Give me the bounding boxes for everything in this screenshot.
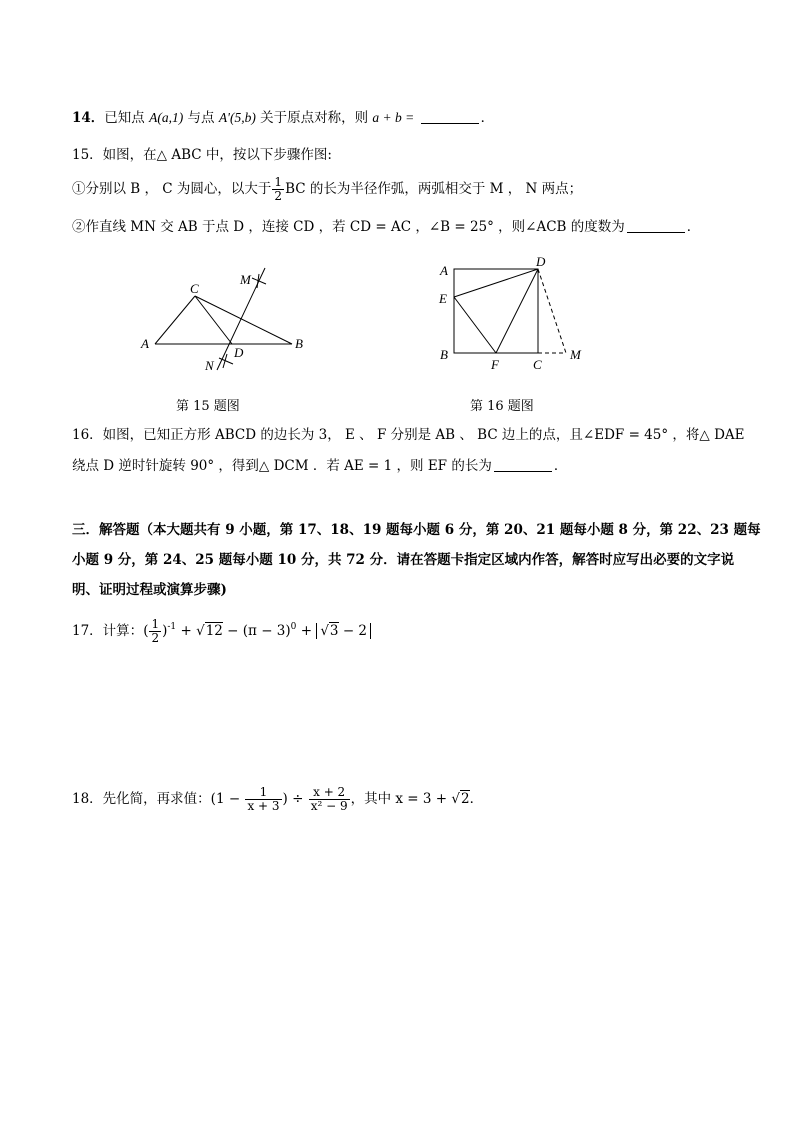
q14-expression: a + b =: [372, 110, 415, 125]
q15-line2-post: BC 的长为半径作弧，两弧相交于 M ， N 两点；: [285, 181, 583, 197]
q17-exp0: 0: [290, 622, 297, 632]
q17-frac-den: 2: [151, 631, 160, 645]
q15-answer-blank: [627, 218, 685, 233]
q17-label: 17．计算：: [72, 623, 144, 639]
q16-line2-pre: 绕点 D 逆时针旋转 90° ，得到△ DCM ．若 AE = 1 ，则 EF 的长为: [72, 458, 492, 474]
section3-line2: 小题 9 分，第 24、25 题每小题 10 分，共 72 分．请在答题卡指定区域内作答，解答时应写出必要的文字说: [72, 552, 735, 568]
fig16-segment-ef: [454, 297, 496, 353]
fig16-label-e: E: [439, 291, 447, 306]
q18-f1-den: x + 3: [247, 799, 280, 813]
fig15-label-b: B: [295, 336, 303, 351]
q18-fraction2: [309, 786, 350, 813]
figure-15: [135, 258, 310, 378]
fig16-label-m: M: [570, 347, 581, 362]
figure-15-caption: 第 15 题图: [176, 399, 240, 414]
fig16-label-a: A: [440, 263, 448, 278]
q18-sqrt2: 2: [461, 791, 470, 807]
fig15-arc-mark-m: [252, 274, 266, 288]
question-17: 17．计算：( $\frac{1}{2}$ )$^{-1} + √12 - (\pi - 3)^0 + √3 - 2$: [72, 617, 371, 645]
section3-line3: 明、证明过程或演算步骤): [72, 582, 227, 598]
figure-16-caption: 第 16 题图: [470, 399, 534, 414]
fig16-label-f: F: [491, 357, 499, 372]
q17-exp-neg1: -1: [167, 622, 177, 632]
question-18: 18．先化简，再求值：(1 − $\frac{1}{x + 3}$ ) ÷ $\frac{x + 2}{\text{x² − 9}}$ ，其中 x = 3 + √2．: [72, 785, 484, 813]
q17-abs-tail: − 2: [342, 623, 368, 639]
figure-16: [430, 255, 595, 375]
q16-answer-blank: [494, 457, 552, 472]
q14-point-a: A(a,1): [149, 110, 184, 125]
q16-line2-end: ．: [553, 458, 568, 474]
fig15-segment-cb: [195, 296, 292, 344]
fig16-square-abcd: [454, 269, 538, 353]
q17-fraction: [149, 618, 161, 645]
q14-number: 14．: [72, 110, 105, 126]
q15-line1: 15．如图，在△ ABC 中，按以下步骤作图:: [72, 147, 332, 163]
q17-abs-value: √3 − 2: [316, 623, 371, 639]
fig15-label-m: M: [240, 272, 251, 287]
q17-sqrt12: 12: [205, 623, 223, 639]
fig15-label-n: N: [205, 358, 214, 373]
fig16-segment-de: [454, 269, 538, 297]
fig15-label-c: C: [190, 281, 199, 296]
q14-pre: 已知点: [104, 110, 145, 126]
q15-frac-den: 2: [274, 189, 283, 203]
q17-plus1: +: [180, 623, 192, 639]
fig16-segment-df: [496, 269, 538, 353]
q14-post: 关于原点对称，则: [260, 110, 369, 126]
q15-line2: [72, 176, 582, 203]
q18-tail: ，其中 x = 3 +: [350, 791, 448, 807]
q18-label: 18．先化简，再求值：(1 −: [72, 791, 241, 807]
fig15-segment-ac: [155, 296, 195, 344]
q15-line3-end: ．: [686, 219, 701, 235]
q18-end: ．: [469, 791, 484, 807]
q18-f2-num: x + 2: [309, 786, 350, 800]
q17-minus-term: − (π − 3): [227, 623, 291, 639]
fig15-segment-cd: [195, 296, 232, 344]
fig15-label-a: A: [141, 336, 149, 351]
q15-fraction: [272, 176, 284, 203]
q15-line2-pre: ①分别以 B ， C 为圆心，以大于: [72, 181, 272, 197]
q15-line3: [72, 217, 700, 237]
q16-line1: 16．如图，已知正方形 ABCD 的边长为 3， E 、 F 分别是 AB 、 BC 边上的点，且∠EDF = 45° ，将△ DAE: [72, 427, 745, 443]
q18-fraction1: [245, 786, 281, 813]
question-14: [72, 108, 494, 128]
q18-f1-num: 1: [245, 786, 281, 800]
fig16-label-b: B: [440, 347, 448, 362]
q14-mid: 与点: [187, 110, 215, 126]
q15-frac-num: 1: [274, 175, 283, 189]
q16-line2: [72, 456, 567, 476]
q17-frac-num: 1: [151, 617, 160, 631]
q14-end: ．: [480, 110, 495, 126]
q14-answer-blank: [421, 109, 479, 124]
section3-line1: 三．解答题（本大题共有 9 小题，第 17、18、19 题每小题 6 分，第 20、21 题每小题 8 分，第 22、23 题每: [72, 522, 761, 538]
q17-plus2: +: [300, 623, 313, 639]
q15-line3-pre: ②作直线 MN 交 AB 于点 D ，连接 CD ，若 CD = AC ，∠B = 25° ，则∠ACB 的度数为: [72, 219, 625, 235]
q18-f2-den: x² − 9: [310, 799, 348, 813]
fig16-label-d: D: [536, 255, 546, 269]
q14-point-a2: A'(5,b): [218, 110, 256, 125]
q17-abs-sqrt3: 3: [329, 623, 339, 639]
fig16-label-c: C: [533, 357, 542, 372]
fig15-label-d: D: [234, 345, 244, 360]
q18-div: ) ÷: [282, 791, 304, 807]
fig16-segment-dm: [538, 269, 566, 353]
